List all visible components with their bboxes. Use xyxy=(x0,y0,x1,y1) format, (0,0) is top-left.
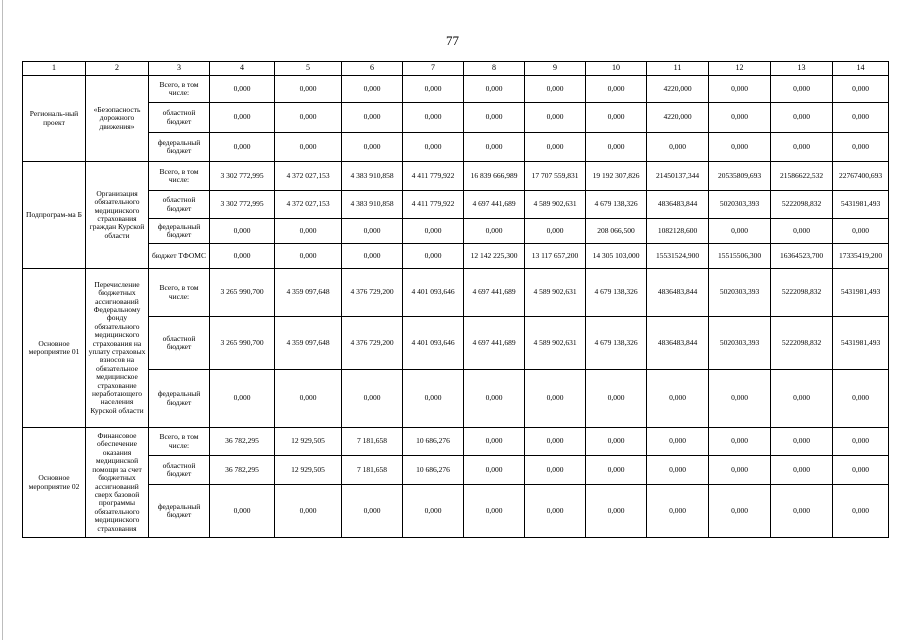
value-cell: 0,000 xyxy=(647,370,709,428)
value-cell: 0,000 xyxy=(771,103,833,133)
value-cell: 0,000 xyxy=(709,485,771,538)
value-cell: 0,000 xyxy=(464,428,525,456)
value-cell: 12 929,505 xyxy=(275,428,342,456)
value-cell: 22767400,693 xyxy=(833,162,889,191)
value-cell: 0,000 xyxy=(525,219,586,244)
funding-source: федеральный бюджет xyxy=(149,370,210,428)
value-cell: 36 782,295 xyxy=(210,428,275,456)
value-cell: 4 372 027,153 xyxy=(275,191,342,219)
value-cell: 0,000 xyxy=(210,485,275,538)
value-cell: 0,000 xyxy=(210,133,275,162)
value-cell: 0,000 xyxy=(647,133,709,162)
value-cell: 36 782,295 xyxy=(210,456,275,485)
value-cell: 4220,000 xyxy=(647,76,709,103)
value-cell: 0,000 xyxy=(342,76,403,103)
value-cell: 0,000 xyxy=(342,219,403,244)
table-row xyxy=(23,103,889,133)
value-cell: 20535809,693 xyxy=(709,162,771,191)
value-cell: 0,000 xyxy=(403,76,464,103)
value-cell: 0,000 xyxy=(833,219,889,244)
value-cell: 4 697 441,689 xyxy=(464,269,525,317)
value-cell: 4 359 097,648 xyxy=(275,317,342,370)
value-cell: 4836483,844 xyxy=(647,317,709,370)
header-row xyxy=(23,62,889,76)
program-label: Подпрограм-ма Б xyxy=(23,162,86,269)
value-cell: 21450137,344 xyxy=(647,162,709,191)
column-number: 7 xyxy=(403,62,464,76)
value-cell: 0,000 xyxy=(403,370,464,428)
value-cell: 0,000 xyxy=(771,428,833,456)
value-cell: 0,000 xyxy=(586,133,647,162)
value-cell: 4836483,844 xyxy=(647,191,709,219)
column-number: 14 xyxy=(833,62,889,76)
value-cell: 0,000 xyxy=(586,428,647,456)
value-cell: 0,000 xyxy=(275,485,342,538)
value-cell: 0,000 xyxy=(275,370,342,428)
program-label: Основное мероприятие 02 xyxy=(23,428,86,538)
value-cell: 12 142 225,300 xyxy=(464,244,525,269)
table-row xyxy=(23,191,889,219)
column-number: 5 xyxy=(275,62,342,76)
value-cell: 0,000 xyxy=(464,133,525,162)
value-cell: 4 359 097,648 xyxy=(275,269,342,317)
value-cell: 0,000 xyxy=(210,103,275,133)
value-cell: 4 383 910,858 xyxy=(342,191,403,219)
column-number: 1 xyxy=(23,62,86,76)
value-cell: 3 302 772,995 xyxy=(210,191,275,219)
value-cell: 1082128,600 xyxy=(647,219,709,244)
value-cell: 7 181,658 xyxy=(342,428,403,456)
column-number: 2 xyxy=(86,62,149,76)
funding-source: Всего, в том числе: xyxy=(149,162,210,191)
value-cell: 0,000 xyxy=(647,456,709,485)
value-cell: 0,000 xyxy=(586,103,647,133)
value-cell: 0,000 xyxy=(275,133,342,162)
value-cell: 0,000 xyxy=(709,133,771,162)
value-cell: 0,000 xyxy=(342,485,403,538)
value-cell: 0,000 xyxy=(647,485,709,538)
value-cell: 4 376 729,200 xyxy=(342,317,403,370)
value-cell: 5222098,832 xyxy=(771,317,833,370)
value-cell: 0,000 xyxy=(525,103,586,133)
value-cell: 4220,000 xyxy=(647,103,709,133)
value-cell: 0,000 xyxy=(275,219,342,244)
program-name: Перечисление бюджетных ассигнований Федеральному фонду обязательного медицинского страхования на уплату страховых взносов на обязательное медицинское страхование неработающего населения Курской области xyxy=(86,269,149,428)
value-cell: 0,000 xyxy=(342,244,403,269)
column-number: 4 xyxy=(210,62,275,76)
value-cell: 0,000 xyxy=(464,76,525,103)
value-cell: 0,000 xyxy=(210,76,275,103)
value-cell: 0,000 xyxy=(210,219,275,244)
column-number: 6 xyxy=(342,62,403,76)
value-cell: 0,000 xyxy=(275,76,342,103)
value-cell: 5431981,493 xyxy=(833,269,889,317)
value-cell: 0,000 xyxy=(525,456,586,485)
table-row xyxy=(23,162,889,191)
value-cell: 0,000 xyxy=(464,456,525,485)
value-cell: 21586622,532 xyxy=(771,162,833,191)
value-cell: 10 686,276 xyxy=(403,428,464,456)
value-cell: 15515506,300 xyxy=(709,244,771,269)
value-cell: 0,000 xyxy=(403,485,464,538)
value-cell: 5431981,493 xyxy=(833,317,889,370)
value-cell: 0,000 xyxy=(403,219,464,244)
value-cell: 0,000 xyxy=(275,103,342,133)
value-cell: 4 679 138,326 xyxy=(586,317,647,370)
page-number: 77 xyxy=(446,33,459,48)
value-cell: 4 372 027,153 xyxy=(275,162,342,191)
value-cell: 0,000 xyxy=(771,485,833,538)
table-row xyxy=(23,219,889,244)
value-cell: 0,000 xyxy=(342,103,403,133)
value-cell: 17335419,200 xyxy=(833,244,889,269)
value-cell: 0,000 xyxy=(833,428,889,456)
funding-source: федеральный бюджет xyxy=(149,485,210,538)
value-cell: 0,000 xyxy=(833,485,889,538)
value-cell: 5020303,393 xyxy=(709,191,771,219)
value-cell: 0,000 xyxy=(464,485,525,538)
value-cell: 0,000 xyxy=(210,244,275,269)
value-cell: 0,000 xyxy=(709,456,771,485)
value-cell: 0,000 xyxy=(525,370,586,428)
funding-source: бюджет ТФОМС xyxy=(149,244,210,269)
value-cell: 0,000 xyxy=(709,428,771,456)
value-cell: 4 401 093,646 xyxy=(403,269,464,317)
funding-source: федеральный бюджет xyxy=(149,133,210,162)
value-cell: 0,000 xyxy=(525,485,586,538)
funding-source: областной бюджет xyxy=(149,191,210,219)
page-left-edge xyxy=(2,0,3,640)
value-cell: 12 929,505 xyxy=(275,456,342,485)
value-cell: 15531524,900 xyxy=(647,244,709,269)
funding-source: Всего, в том числе: xyxy=(149,76,210,103)
value-cell: 5020303,393 xyxy=(709,269,771,317)
value-cell: 0,000 xyxy=(464,370,525,428)
value-cell: 0,000 xyxy=(403,133,464,162)
program-label: Региональ-ный проект xyxy=(23,76,86,162)
value-cell: 0,000 xyxy=(464,219,525,244)
value-cell: 0,000 xyxy=(464,103,525,133)
value-cell: 0,000 xyxy=(709,370,771,428)
value-cell: 3 302 772,995 xyxy=(210,162,275,191)
value-cell: 0,000 xyxy=(586,485,647,538)
value-cell: 0,000 xyxy=(833,76,889,103)
value-cell: 0,000 xyxy=(771,219,833,244)
value-cell: 4 697 441,689 xyxy=(464,191,525,219)
program-name: Финансовое обеспечение оказания медицинской помощи за счет бюджетных ассигнований сверх базовой программы обязательного медицинского страхования xyxy=(86,428,149,538)
value-cell: 16364523,700 xyxy=(771,244,833,269)
value-cell: 19 192 307,826 xyxy=(586,162,647,191)
value-cell: 0,000 xyxy=(709,219,771,244)
column-number: 9 xyxy=(525,62,586,76)
value-cell: 0,000 xyxy=(771,76,833,103)
value-cell: 4 679 138,326 xyxy=(586,191,647,219)
funding-source: областной бюджет xyxy=(149,317,210,370)
table-row xyxy=(23,428,889,456)
value-cell: 4 401 093,646 xyxy=(403,317,464,370)
value-cell: 4 383 910,858 xyxy=(342,162,403,191)
column-number: 11 xyxy=(647,62,709,76)
value-cell: 4 589 902,631 xyxy=(525,317,586,370)
value-cell: 0,000 xyxy=(771,133,833,162)
value-cell: 0,000 xyxy=(586,76,647,103)
value-cell: 0,000 xyxy=(586,370,647,428)
value-cell: 4 589 902,631 xyxy=(525,191,586,219)
table-row xyxy=(23,485,889,538)
value-cell: 5020303,393 xyxy=(709,317,771,370)
funding-source: Всего, в том числе: xyxy=(149,428,210,456)
value-cell: 0,000 xyxy=(833,456,889,485)
column-number: 13 xyxy=(771,62,833,76)
value-cell: 0,000 xyxy=(833,370,889,428)
funding-source: Всего, в том числе: xyxy=(149,269,210,317)
value-cell: 7 181,658 xyxy=(342,456,403,485)
value-cell: 3 265 990,700 xyxy=(210,317,275,370)
value-cell: 0,000 xyxy=(525,133,586,162)
value-cell: 0,000 xyxy=(586,456,647,485)
value-cell: 10 686,276 xyxy=(403,456,464,485)
value-cell: 0,000 xyxy=(403,244,464,269)
program-label: Основное мероприятие 01 xyxy=(23,269,86,428)
value-cell: 0,000 xyxy=(833,133,889,162)
column-number: 10 xyxy=(586,62,647,76)
value-cell: 5431981,493 xyxy=(833,191,889,219)
value-cell: 0,000 xyxy=(342,370,403,428)
value-cell: 0,000 xyxy=(771,370,833,428)
value-cell: 4 679 138,326 xyxy=(586,269,647,317)
table-row xyxy=(23,456,889,485)
value-cell: 4 589 902,631 xyxy=(525,269,586,317)
value-cell: 0,000 xyxy=(342,133,403,162)
value-cell: 208 066,500 xyxy=(586,219,647,244)
value-cell: 0,000 xyxy=(525,76,586,103)
value-cell: 0,000 xyxy=(210,370,275,428)
value-cell: 0,000 xyxy=(833,103,889,133)
table-row xyxy=(23,317,889,370)
budget-table xyxy=(22,61,889,538)
column-number: 3 xyxy=(149,62,210,76)
value-cell: 0,000 xyxy=(709,103,771,133)
value-cell: 16 839 666,989 xyxy=(464,162,525,191)
value-cell: 0,000 xyxy=(403,103,464,133)
value-cell: 4 376 729,200 xyxy=(342,269,403,317)
column-number: 8 xyxy=(464,62,525,76)
value-cell: 0,000 xyxy=(275,244,342,269)
funding-source: федеральный бюджет xyxy=(149,219,210,244)
value-cell: 17 707 559,831 xyxy=(525,162,586,191)
value-cell: 0,000 xyxy=(647,428,709,456)
table-row xyxy=(23,76,889,103)
value-cell: 3 265 990,700 xyxy=(210,269,275,317)
column-number: 12 xyxy=(709,62,771,76)
table-row xyxy=(23,370,889,428)
value-cell: 14 305 103,000 xyxy=(586,244,647,269)
value-cell: 0,000 xyxy=(709,76,771,103)
program-name: «Безопасность дорожного движения» xyxy=(86,76,149,162)
value-cell: 5222098,832 xyxy=(771,269,833,317)
value-cell: 4 411 779,922 xyxy=(403,162,464,191)
table-row xyxy=(23,269,889,317)
value-cell: 4 411 779,922 xyxy=(403,191,464,219)
value-cell: 0,000 xyxy=(771,456,833,485)
funding-source: областной бюджет xyxy=(149,103,210,133)
table-row xyxy=(23,244,889,269)
table-row xyxy=(23,133,889,162)
value-cell: 0,000 xyxy=(525,428,586,456)
program-name: Организация обязательного медицинского страхования граждан Курской области xyxy=(86,162,149,269)
value-cell: 4836483,844 xyxy=(647,269,709,317)
value-cell: 4 697 441,689 xyxy=(464,317,525,370)
value-cell: 13 117 657,200 xyxy=(525,244,586,269)
funding-source: областной бюджет xyxy=(149,456,210,485)
value-cell: 5222098,832 xyxy=(771,191,833,219)
